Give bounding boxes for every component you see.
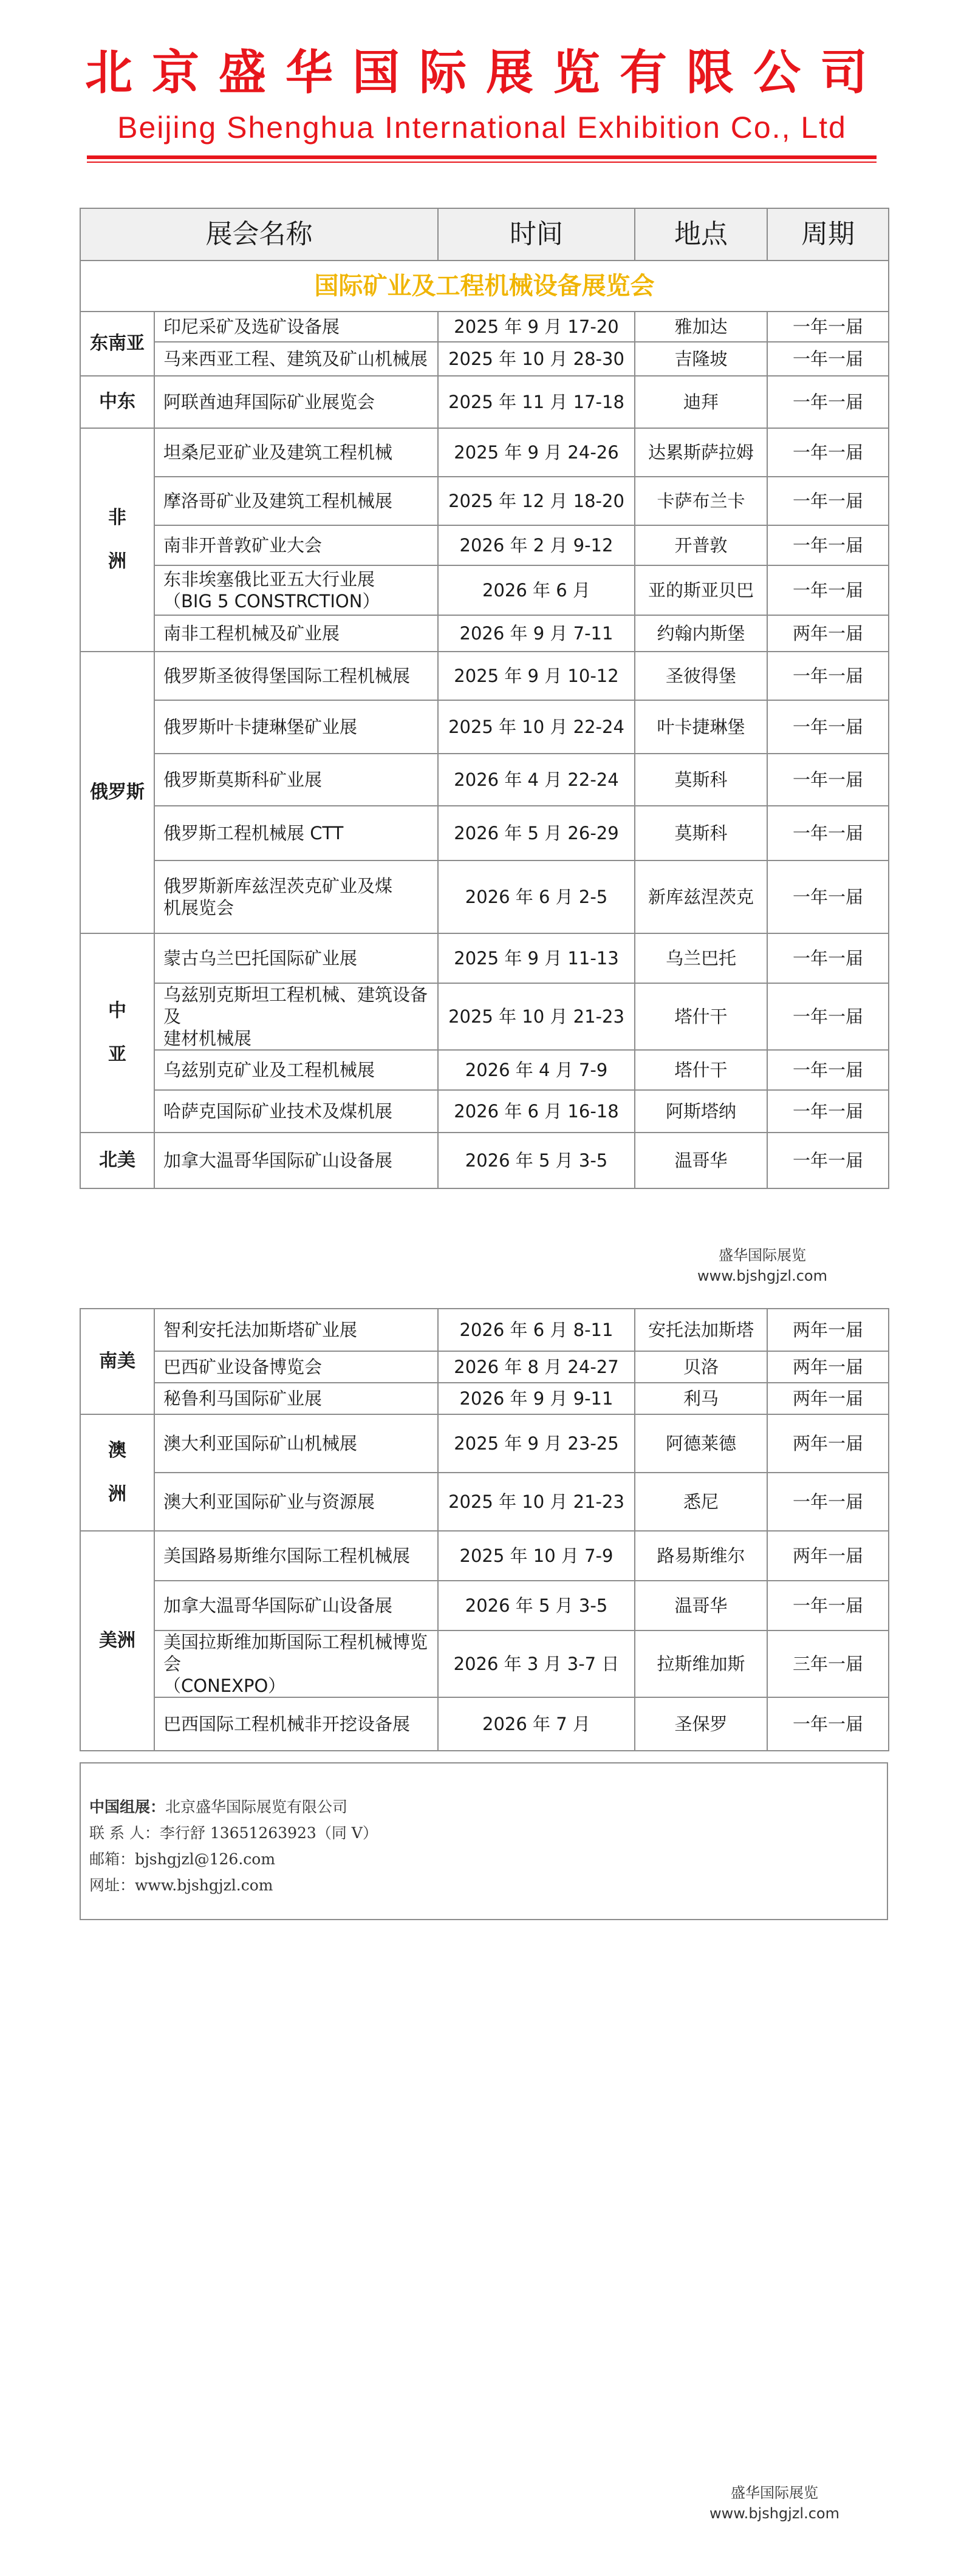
location-cell: 开普敦 [635,525,767,565]
table-row [80,1309,889,1351]
table-row [80,933,889,983]
table-row [80,1050,889,1090]
cycle-cell: 一年一届 [767,1581,889,1630]
location-cell: 阿德莱德 [635,1414,767,1473]
location-cell: 叶卡捷琳堡 [635,700,767,754]
date-cell: 2025 年 11 月 17-18 [438,376,635,428]
location-cell: 乌兰巴托 [635,933,767,983]
location-cell: 迪拜 [635,376,767,428]
date-cell: 2026 年 9 月 7-11 [438,615,635,652]
exhibition-name-cell: 巴西矿业设备博览会 [154,1351,438,1383]
table-row [80,477,889,525]
exhibition-name-cell: 巴西国际工程机械非开挖设备展 [154,1697,438,1751]
contact-person-line: 联 系 人：李行舒 13651263923（同 V） [89,1824,378,1842]
table-row [80,312,889,342]
table-row [80,860,889,933]
date-cell: 2026 年 3 月 3-7 日 [438,1630,635,1697]
cycle-cell: 两年一届 [767,1414,889,1473]
header-cycle: 周期 [767,208,889,261]
region-cell: 非 洲 [80,428,154,652]
exhibition-name-cell: 印尼采矿及选矿设备展 [154,312,438,342]
cycle-cell: 一年一届 [767,1133,889,1188]
stamp-url: www.bjshgjzl.com [709,2505,839,2522]
date-cell: 2026 年 5 月 26-29 [438,806,635,860]
exhibition-name-cell: 澳大利亚国际矿山机械展 [154,1414,438,1473]
table-row [80,525,889,565]
exhibition-name-cell: 南非工程机械及矿业展 [154,615,438,652]
location-cell: 亚的斯亚贝巴 [635,565,767,615]
cycle-cell: 三年一届 [767,1630,889,1697]
date-cell: 2026 年 5 月 3-5 [438,1133,635,1188]
location-cell: 卡萨布兰卡 [635,477,767,525]
cycle-cell: 一年一届 [767,428,889,477]
exhibition-table-1 [80,208,889,1189]
date-cell: 2025 年 12 月 18-20 [438,477,635,525]
table-row [80,342,889,376]
cycle-cell: 一年一届 [767,525,889,565]
table-row [80,615,889,652]
cycle-cell: 一年一届 [767,565,889,615]
watermark-stamp-2 [683,2482,866,2524]
exhibition-name-cell: 智利安托法加斯塔矿业展 [154,1309,438,1351]
date-cell: 2025 年 9 月 17-20 [438,312,635,342]
exhibition-name-cell: 乌兹别克矿业及工程机械展 [154,1050,438,1090]
exhibition-name-cell: 摩洛哥矿业及建筑工程机械展 [154,477,438,525]
exhibition-name-cell: 俄罗斯叶卡捷琳堡矿业展 [154,700,438,754]
date-cell: 2025 年 9 月 23-25 [438,1414,635,1473]
table-row [80,1531,889,1581]
header-rule-thin [87,162,877,163]
cycle-cell: 一年一届 [767,1473,889,1531]
cycle-cell: 一年一届 [767,1050,889,1090]
cycle-cell: 两年一届 [767,1351,889,1383]
cycle-cell: 一年一届 [767,754,889,806]
organizer-line: 中国组展：北京盛华国际展览有限公司 [89,1798,348,1816]
cycle-cell: 两年一届 [767,1309,889,1351]
location-cell: 利马 [635,1383,767,1414]
date-cell: 2026 年 6 月 2-5 [438,860,635,933]
date-cell: 2025 年 10 月 21-23 [438,1473,635,1531]
exhibition-name-cell: 阿联酋迪拜国际矿业展览会 [154,376,438,428]
location-cell: 安托法加斯塔 [635,1309,767,1351]
date-cell: 2026 年 9 月 9-11 [438,1383,635,1414]
region-cell: 南美 [80,1309,154,1414]
date-cell: 2025 年 9 月 10-12 [438,652,635,700]
header-exhibition-name: 展会名称 [80,208,438,261]
location-cell: 贝洛 [635,1351,767,1383]
company-name-en: Beijing Shenghua International Exhibition Co., Ltd [117,111,847,145]
exhibition-name-cell: 俄罗斯圣彼得堡国际工程机械展 [154,652,438,700]
exhibition-name-cell: 马来西亚工程、建筑及矿山机械展 [154,342,438,376]
exhibition-name-cell: 坦桑尼亚矿业及建筑工程机械 [154,428,438,477]
email-line: 邮箱：bjshgjzl@126.com [89,1850,276,1868]
location-cell: 塔什干 [635,983,767,1050]
cycle-cell: 一年一届 [767,933,889,983]
table-row [80,428,889,477]
table-row [80,1581,889,1630]
table-row [80,754,889,806]
cycle-cell: 一年一届 [767,376,889,428]
region-cell: 北美 [80,1133,154,1188]
location-cell: 温哥华 [635,1581,767,1630]
location-cell: 阿斯塔纳 [635,1090,767,1133]
table-row [80,983,889,1050]
company-name-cn: 北京盛华国际展览有限公司 [85,46,887,100]
table-row [80,1383,889,1414]
table-row [80,565,889,615]
category-title: 国际矿业及工程机械设备展览会 [80,261,889,312]
header-location: 地点 [635,208,767,261]
table-row [80,376,889,428]
table-row [80,806,889,860]
exhibition-name-cell: 美国拉斯维加斯国际工程机械博览会 （CONEXPO） [154,1630,438,1697]
cycle-cell: 一年一届 [767,342,889,376]
exhibition-table-2 [80,1308,889,1751]
stamp-brand: 盛华国际展览 [719,1247,806,1264]
date-cell: 2025 年 10 月 21-23 [438,983,635,1050]
stamp-url: www.bjshgjzl.com [697,1267,827,1284]
cycle-cell: 一年一届 [767,983,889,1050]
location-cell: 吉隆坡 [635,342,767,376]
region-cell: 俄罗斯 [80,652,154,933]
cycle-cell: 两年一届 [767,615,889,652]
table-row [80,1133,889,1188]
cycle-cell: 一年一届 [767,312,889,342]
exhibition-name-cell: 秘鲁利马国际矿业展 [154,1383,438,1414]
date-cell: 2026 年 6 月 8-11 [438,1309,635,1351]
region-cell: 澳 洲 [80,1414,154,1531]
header-date: 时间 [438,208,635,261]
date-cell: 2025 年 10 月 28-30 [438,342,635,376]
location-cell: 悉尼 [635,1473,767,1531]
date-cell: 2025 年 9 月 11-13 [438,933,635,983]
cycle-cell: 一年一届 [767,477,889,525]
date-cell: 2025 年 10 月 7-9 [438,1531,635,1581]
location-cell: 塔什干 [635,1050,767,1090]
stamp-brand: 盛华国际展览 [731,2484,818,2501]
cycle-cell: 一年一届 [767,652,889,700]
location-cell: 约翰内斯堡 [635,615,767,652]
cycle-cell: 一年一届 [767,700,889,754]
exhibition-name-cell: 澳大利亚国际矿业与资源展 [154,1473,438,1531]
location-cell: 雅加达 [635,312,767,342]
cycle-cell: 一年一届 [767,806,889,860]
table-row [80,1090,889,1133]
table-row [80,1414,889,1473]
exhibition-name-cell: 乌兹别克斯坦工程机械、建筑设备及 建材机械展 [154,983,438,1050]
date-cell: 2026 年 4 月 22-24 [438,754,635,806]
location-cell: 圣彼得堡 [635,652,767,700]
location-cell: 温哥华 [635,1133,767,1188]
exhibition-name-cell: 美国路易斯维尔国际工程机械展 [154,1531,438,1581]
watermark-stamp-1 [671,1245,853,1286]
date-cell: 2026 年 4 月 7-9 [438,1050,635,1090]
table-row [80,700,889,754]
exhibition-name-cell: 东非埃塞俄比亚五大行业展 （BIG 5 CONSTRCTION） [154,565,438,615]
date-cell: 2026 年 7 月 [438,1697,635,1751]
cycle-cell: 两年一届 [767,1383,889,1414]
date-cell: 2025 年 10 月 22-24 [438,700,635,754]
header-rule-thick [87,155,877,159]
location-cell: 路易斯维尔 [635,1531,767,1581]
table-row [80,1630,889,1697]
location-cell: 圣保罗 [635,1697,767,1751]
exhibition-name-cell: 俄罗斯新库兹涅茨克矿业及煤 机展览会 [154,860,438,933]
location-cell: 莫斯科 [635,806,767,860]
exhibition-name-cell: 南非开普敦矿业大会 [154,525,438,565]
date-cell: 2026 年 6 月 [438,565,635,615]
date-cell: 2026 年 6 月 16-18 [438,1090,635,1133]
table-row [80,1473,889,1531]
table-row [80,1697,889,1751]
location-cell: 莫斯科 [635,754,767,806]
table-row [80,652,889,700]
exhibition-name-cell: 加拿大温哥华国际矿山设备展 [154,1133,438,1188]
date-cell: 2025 年 9 月 24-26 [438,428,635,477]
location-cell: 达累斯萨拉姆 [635,428,767,477]
date-cell: 2026 年 2 月 9-12 [438,525,635,565]
exhibition-name-cell: 俄罗斯工程机械展 CTT [154,806,438,860]
website-line: 网址：www.bjshgjzl.com [89,1876,273,1894]
exhibition-name-cell: 蒙古乌兰巴托国际矿业展 [154,933,438,983]
exhibition-name-cell: 哈萨克国际矿业技术及煤机展 [154,1090,438,1133]
date-cell: 2026 年 8 月 24-27 [438,1351,635,1383]
region-cell: 东南亚 [80,312,154,376]
cycle-cell: 一年一届 [767,1697,889,1751]
table-row [80,1351,889,1383]
location-cell: 拉斯维加斯 [635,1630,767,1697]
exhibition-name-cell: 俄罗斯莫斯科矿业展 [154,754,438,806]
region-cell: 中东 [80,376,154,428]
date-cell: 2026 年 5 月 3-5 [438,1581,635,1630]
cycle-cell: 一年一届 [767,860,889,933]
exhibition-name-cell: 加拿大温哥华国际矿山设备展 [154,1581,438,1630]
cycle-cell: 一年一届 [767,1090,889,1133]
region-cell: 中 亚 [80,933,154,1133]
cycle-cell: 两年一届 [767,1531,889,1581]
contact-box [80,1762,888,1920]
location-cell: 新库兹涅茨克 [635,860,767,933]
region-cell: 美洲 [80,1531,154,1751]
